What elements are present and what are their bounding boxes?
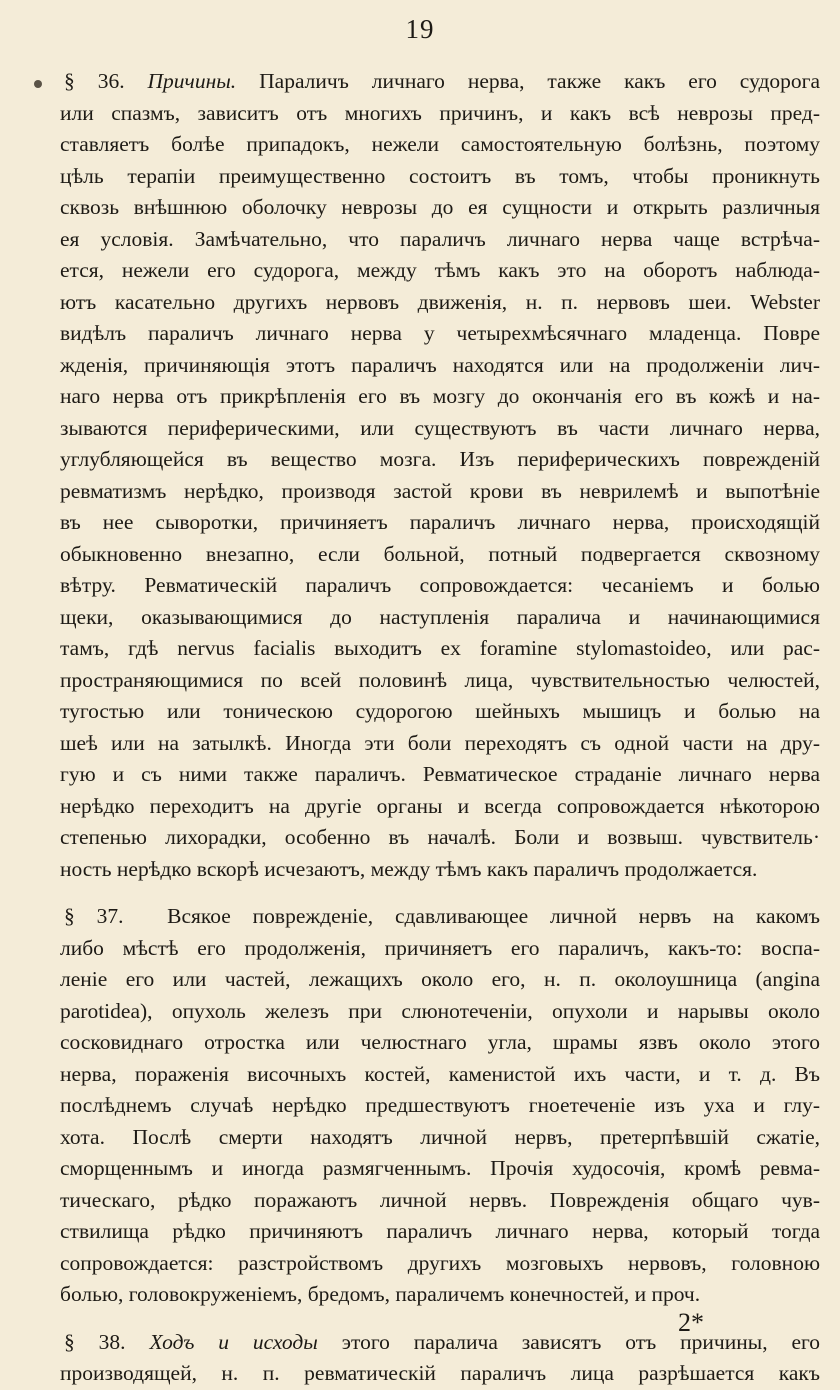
text-line: ставляетъ болѣе припадокъ, нежели самостоятельную болѣзнь, поэтому bbox=[60, 132, 820, 156]
margin-dot bbox=[34, 80, 42, 88]
text-line: ется, нежели его судорога, между тѣмъ какъ это на оборотъ наблюда- bbox=[60, 258, 820, 282]
text-line: ютъ касательно другихъ нервовъ движенія, н. п. нервовъ шеи. Webster bbox=[60, 289, 820, 314]
text-line: тическаго, рѣдко поражаютъ личной нервъ. Поврежденія общаго чув- bbox=[60, 1187, 820, 1212]
text-line: наго нерва отъ прикрѣпленія его въ мозгу до окончанія его въ кожѣ и на- bbox=[60, 384, 820, 408]
text-line: сосковиднаго отростка или челюстнаго угла, шрамы язвъ около этого bbox=[60, 1030, 820, 1054]
page-body bbox=[60, 66, 820, 1390]
text-line: послѣднемъ случаѣ нерѣдко предшествуютъ гноетеченіе изъ уха и глу- bbox=[60, 1093, 820, 1117]
text-line: производящей, н. п. ревматическій параличъ лица разрѣшается какъ bbox=[60, 1361, 820, 1385]
signature-mark: 2* bbox=[678, 1308, 704, 1337]
text-line: видѣлъ параличъ личнаго нерва у четырехмѣсячнаго младенца. Повре bbox=[60, 321, 820, 345]
text-line: сморщеннымъ и иногда размягченнымъ. Прочія худосочія, кромѣ ревма- bbox=[60, 1156, 820, 1180]
section-heading: Причины. bbox=[147, 69, 237, 93]
text-line: степенью лихорадки, особенно въ началѣ. Боли и возвыш. чувствитель· bbox=[60, 825, 820, 849]
text-line: щеки, оказывающимися до наступленія паралича и начинающимися bbox=[60, 604, 820, 629]
text-line: сопровождается: разстройствомъ другихъ мозговыхъ нервовъ, головною bbox=[60, 1250, 820, 1275]
text-line: ствилища рѣдко причиняютъ параличъ личнаго нерва, который тогда bbox=[60, 1219, 820, 1243]
text-line: въ нее сыворотки, причиняетъ параличъ личнаго нерва, происходящій bbox=[60, 510, 820, 534]
section-number: § 37. bbox=[64, 904, 124, 928]
text-line: шеѣ или на затылкѣ. Иногда эти боли переходятъ съ одной части на дру- bbox=[60, 730, 820, 755]
text-line: болью, головокруженіемъ, бредомъ, параличемъ конечностей, и проч. bbox=[60, 1282, 701, 1306]
text-line: сквозь внѣшнюю оболочку неврозы до ея сущности и открыть различныя bbox=[60, 195, 820, 219]
text-line: нерва, пораженія височныхъ костей, каменистой ихъ части, и т. д. Въ bbox=[60, 1061, 820, 1086]
text-line: зываются периферическими, или существуютъ въ части личнаго нерва, bbox=[60, 415, 820, 440]
text-line: леніе его или частей, лежащихъ около его, н. п. околоушница (angina bbox=[60, 967, 820, 991]
text-line: пространяющимися по всей половинѣ лица, чувствительностью челюстей, bbox=[60, 667, 820, 692]
paragraph-36-line-1: § 36. Причины. Параличъ личнаго нерва, также какъ его судорога bbox=[64, 69, 821, 93]
section-number: § 38. bbox=[64, 1329, 126, 1354]
text-line: обыкновенно внезапно, если больной, потный подвергается сквозному bbox=[60, 541, 820, 566]
text-line: ревматизмъ нерѣдко, производя застой крови въ неврилемѣ и выпотѣніе bbox=[60, 478, 820, 503]
text-line: parotidea), опухоль железъ при слюнотеченіи, опухоли и нарывы около bbox=[60, 998, 820, 1023]
text-line: тугостью или тоническою судорогою шейныхъ мышицъ и болью на bbox=[60, 699, 820, 723]
section-heading: Ходъ и исходы bbox=[149, 1329, 318, 1354]
text-line: ность нерѣдко вскорѣ исчезаютъ, между тѣмъ какъ параличъ продолжается. bbox=[60, 856, 758, 881]
text-line: цѣль терапіи преимущественно состоитъ въ томъ, чтобы проникнуть bbox=[60, 163, 820, 188]
text-line: ея условія. Замѣчательно, что параличъ личнаго нерва чаще встрѣча- bbox=[60, 226, 820, 251]
text-line: углубляющейся въ вещество мозга. Изъ периферическихъ поврежденій bbox=[60, 447, 820, 471]
text-line: нерѣдко переходитъ на другіе органы и всегда сопровождается нѣкоторою bbox=[60, 793, 820, 818]
paragraph-37-line-1: § 37. Всякое поврежденіе, сдавливающее личной нервъ на какомъ bbox=[64, 904, 821, 928]
text-line: либо мѣстѣ его продолженія, причиняетъ его параличъ, какъ-то: воспа- bbox=[60, 935, 820, 960]
text-line: жденія, причиняющія этотъ параличъ находятся или на продолженіи лич- bbox=[60, 352, 820, 377]
text-line: хота. Послѣ смерти находятъ личной нервъ, претерпѣвшій сжатіе, bbox=[60, 1124, 820, 1149]
page-number: 19 bbox=[405, 14, 435, 44]
text-line: гую и съ ними также параличъ. Ревматическое страданіе личнаго нерва bbox=[60, 762, 820, 786]
text-line: вѣтру. Ревматическій параличъ сопровождается: чесаніемъ и болью bbox=[60, 573, 820, 597]
section-number: § 36. bbox=[64, 69, 125, 93]
paragraph-38-line-1: § 38. Ходъ и исходы этого паралича зависятъ отъ причины, его bbox=[64, 1329, 821, 1354]
text-line: тамъ, гдѣ nervus facialis выходитъ ex foramine stylomastoideo, или рас- bbox=[60, 636, 820, 660]
text-line: или спазмъ, зависитъ отъ многихъ причинъ, и какъ всѣ неврозы пред- bbox=[60, 100, 820, 125]
